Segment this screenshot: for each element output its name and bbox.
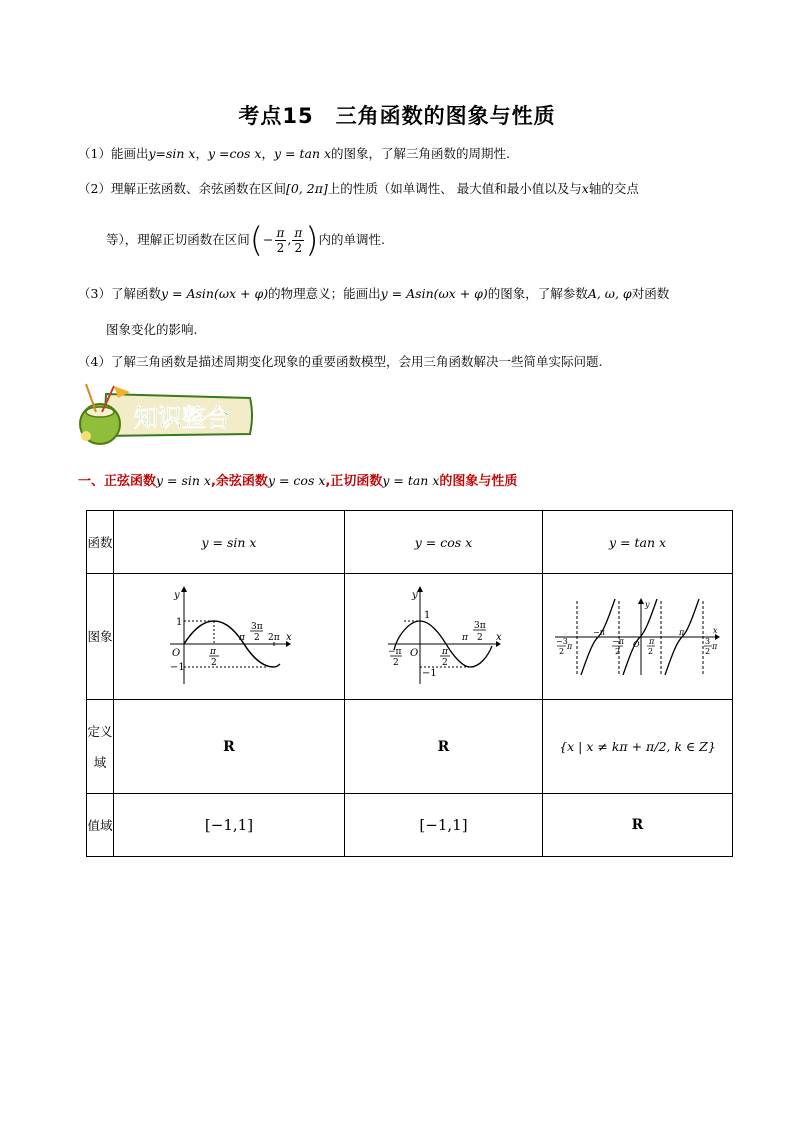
cos-range: [−1,1] xyxy=(419,816,468,834)
tan-domain: {x | x ≠ kπ + π/2, k ∈ Z} xyxy=(559,739,716,754)
svg-text:π: π xyxy=(441,646,448,657)
svg-text:π: π xyxy=(678,627,684,637)
svg-text:−3: −3 xyxy=(555,636,568,646)
row-head-graph: 图象 xyxy=(87,574,114,700)
svg-text:3: 3 xyxy=(704,636,710,646)
sin-graph-cell xyxy=(114,574,345,700)
svg-text:2: 2 xyxy=(558,646,564,656)
svg-text:O: O xyxy=(409,647,418,659)
tan-range: R xyxy=(631,817,644,833)
svg-text:2: 2 xyxy=(392,657,399,668)
objective-2: （2）理解正弦函数、余弦函数在区间[0, 2π]上的性质（如单调性、 最大值和最小值以及与x轴的交点 xyxy=(78,181,639,196)
svg-text:π: π xyxy=(461,632,468,643)
objective-4: （4）了解三角函数是描述周期变化现象的重要函数模型，会用三角函数解决一些简单实际问题. xyxy=(78,354,603,369)
svg-text:−1: −1 xyxy=(421,667,437,679)
svg-text:2: 2 xyxy=(476,632,483,643)
svg-text:y: y xyxy=(644,599,650,609)
table-row xyxy=(87,794,733,857)
svg-text:x: x xyxy=(495,631,502,643)
objective-3-continued: 图象变化的影响. xyxy=(106,322,198,337)
svg-text:−1: −1 xyxy=(170,661,185,673)
svg-text:O: O xyxy=(172,647,181,659)
svg-text:−π: −π xyxy=(611,636,624,646)
svg-text:π: π xyxy=(210,646,216,657)
sin-graph xyxy=(164,584,294,690)
svg-text:3π: 3π xyxy=(251,621,263,632)
svg-text:2π: 2π xyxy=(268,632,280,643)
svg-text:2: 2 xyxy=(704,646,710,656)
cos-domain: R xyxy=(437,738,450,755)
svg-text:2: 2 xyxy=(254,632,260,643)
svg-text:−π: −π xyxy=(387,646,401,657)
header-sin: y = sin x xyxy=(114,511,345,574)
svg-text:y: y xyxy=(411,589,418,601)
svg-text:3π: 3π xyxy=(473,620,486,631)
row-head-range: 值域 xyxy=(87,794,114,857)
sin-domain: R xyxy=(223,738,235,755)
header-tan: y = tan x xyxy=(543,511,733,574)
table-row xyxy=(87,511,733,574)
svg-text:−π: −π xyxy=(592,627,605,637)
svg-text:2: 2 xyxy=(211,657,217,668)
badge-label: 知识整合 xyxy=(134,404,230,432)
svg-text:1: 1 xyxy=(176,616,183,628)
svg-text:π: π xyxy=(711,641,717,651)
section-heading: 一、正弦函数y = sin x,余弦函数y = cos x,正切函数y = tan x的图象与性质 xyxy=(78,473,518,489)
tan-graph xyxy=(553,597,723,677)
cos-graph-cell xyxy=(345,574,543,700)
svg-text:O: O xyxy=(632,639,640,649)
svg-text:2: 2 xyxy=(614,646,620,656)
page-title: 考点15 三角函数的图象与性质 xyxy=(238,104,556,128)
objective-3: （3）了解函数y = Asin(ωx + φ)的物理意义；能画出y = Asin(ωx + φ)的图象，了解参数A, ω, φ对函数 xyxy=(78,286,670,301)
objective-2-continued: 等），理解正切函数在区间(− $\frac{\pi}{2}$ , $\frac{\pi}{2}$ )内的单调性. xyxy=(106,220,386,261)
cos-graph xyxy=(384,584,504,690)
table-row xyxy=(87,700,733,794)
svg-text:x: x xyxy=(286,631,292,643)
svg-text:2: 2 xyxy=(441,657,448,668)
properties-table xyxy=(86,510,733,857)
objective-1: （1）能画出y=sin x，y =cos x，y = tan x的图象，了解三角函数的周期性. xyxy=(78,146,511,161)
svg-text:2: 2 xyxy=(647,646,653,656)
knowledge-badge xyxy=(74,380,254,448)
svg-text:π: π xyxy=(648,636,654,646)
svg-text:y: y xyxy=(174,589,180,601)
header-cos: y = cos x xyxy=(345,511,543,574)
sin-range: [−1,1] xyxy=(204,816,254,834)
svg-text:1: 1 xyxy=(423,609,430,621)
table-row xyxy=(87,574,733,700)
svg-text:π: π xyxy=(566,641,572,651)
svg-text:π: π xyxy=(239,632,245,643)
row-head-domain: 定义域 xyxy=(87,700,114,794)
tan-graph-cell xyxy=(543,574,733,700)
row-head-function: 函数 xyxy=(87,511,114,574)
svg-text:x: x xyxy=(712,625,718,635)
